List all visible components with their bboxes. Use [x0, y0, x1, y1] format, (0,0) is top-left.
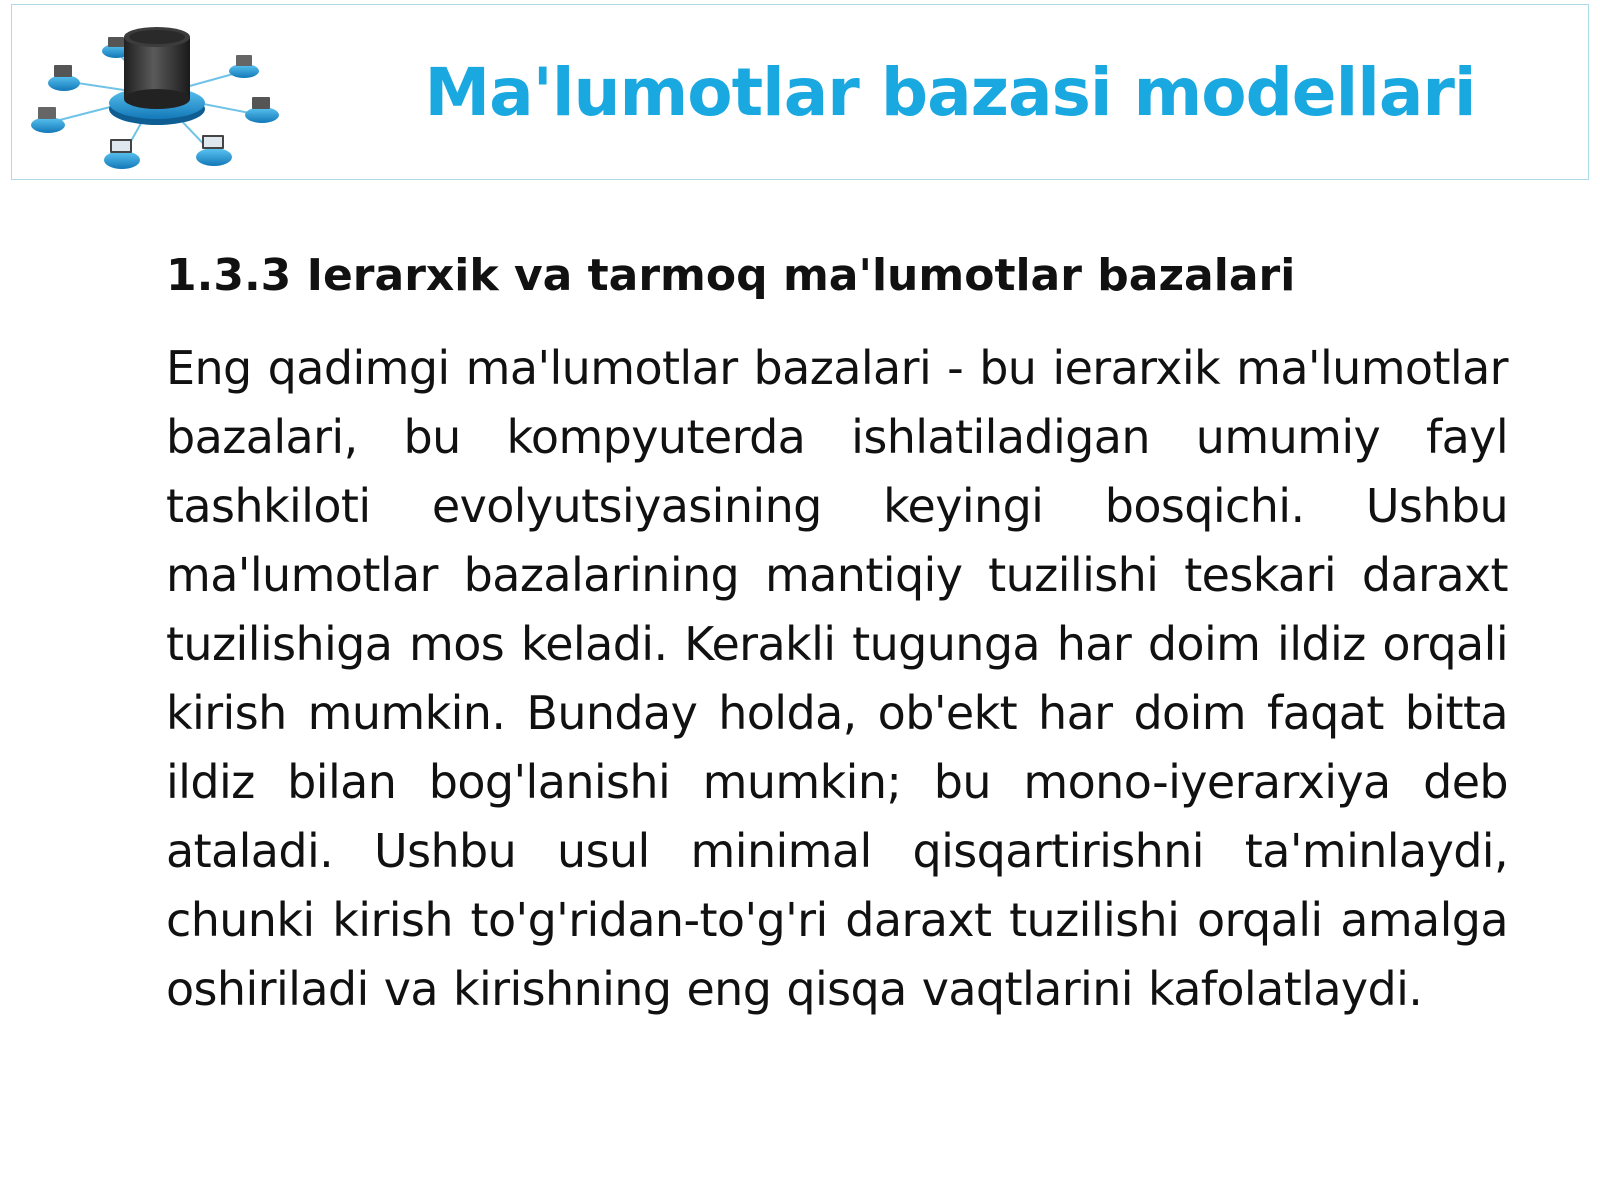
header-banner	[11, 4, 1589, 180]
database-network-icon	[26, 15, 288, 175]
main-content	[166, 246, 1508, 1024]
section-heading: 1.3.3 Ierarxik va tarmoq ma'lumotlar bazalari	[166, 250, 1296, 301]
body-paragraph: Eng qadimgi ma'lumotlar bazalari - bu ierarxik ma'lumotlar bazalari, bu kompyuterda ishlatiladigan umumiy fayl tashkiloti evolyutsiyasining keyingi bosqichi. Ushbu ma'lumotlar bazalarining mantiqiy tuzilishi teskari daraxt tuzilishiga mos keladi. Kerakli tugunga har doim ildiz orqali kirish mumkin. Bunday holda, ob'ekt har doim faqat bitta ildiz bilan bog'lanishi mumkin; bu mono-iyerarxiya deb ataladi. Ushbu usul minimal qisqartirishni ta'minlaydi, chunki kirish to'g'ridan-to'g'ri daraxt tuzilishi orqali amalga oshiriladi va kirishning eng qisqa vaqtlarini kafolatlaydi.	[166, 341, 1508, 1016]
page-title: Ma'lumotlar bazasi modellari	[424, 54, 1476, 131]
